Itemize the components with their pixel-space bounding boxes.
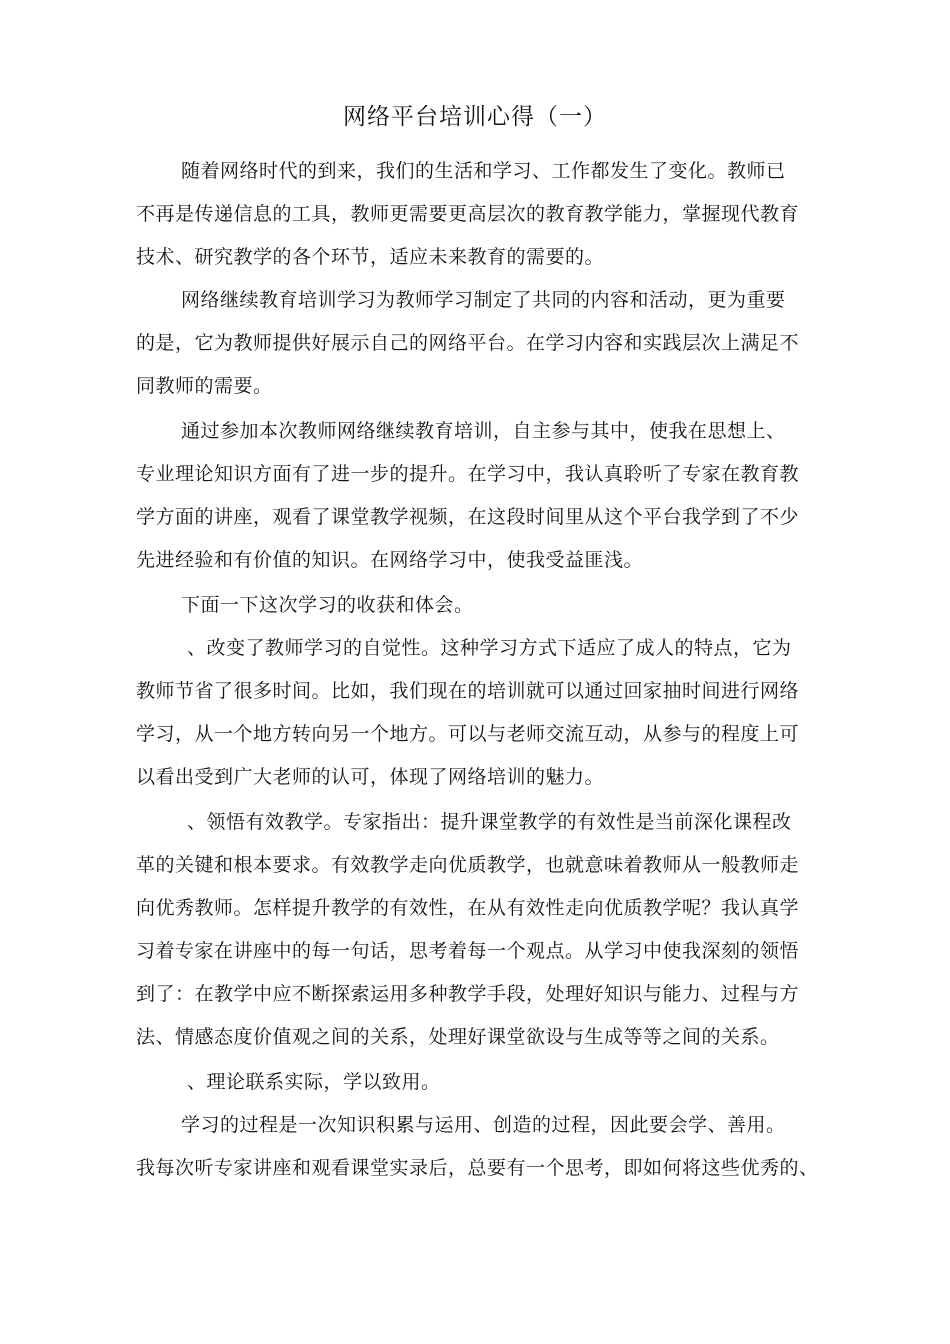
text-line: 教师节省了很多时间。比如，我们现在的培训就可以通过回家抽时间进行网络 — [136, 680, 800, 702]
text-line: 先进经验和有价值的知识。在网络学习中，使我受益匪浅。 — [136, 549, 644, 571]
text-line: 、理论联系实际，学以致用。 — [187, 1071, 441, 1093]
text-line: 习着专家在讲座中的每一句话，思考着每一个观点。从学习中使我深刻的领悟 — [136, 940, 800, 962]
text-line: 我每次听专家讲座和观看课堂实录后，总要有一个思考，即如何将这些优秀的、 — [136, 1157, 819, 1179]
document-title: 网络平台培训心得（一） — [343, 104, 607, 130]
text-line: 通过参加本次教师网络继续教育培训，自主参与其中，使我在思想上、 — [181, 420, 786, 442]
text-line: 法、情感态度价值观之间的关系，处理好课堂欲设与生成等等之间的关系。 — [136, 1026, 780, 1048]
text-line: 以看出受到广大老师的认可，体现了网络培训的魅力。 — [136, 766, 605, 788]
text-line: 的是，它为教师提供好展示自己的网络平台。在学习内容和实践层次上满足不 — [136, 332, 800, 354]
text-line: 下面一下这次学习的收获和体会。 — [181, 594, 474, 616]
text-line: 学习的过程是一次知识积累与运用、创造的过程，因此要会学、善用。 — [181, 1114, 786, 1136]
text-line: 网络继续教育培训学习为教师学习制定了共同的内容和活动，更为重要 — [181, 289, 786, 311]
text-line: 、改变了教师学习的自觉性。这种学习方式下适应了成人的特点，它为 — [187, 637, 792, 659]
text-line: 向优秀教师。怎样提升教学的有效性，在从有效性走向优质教学呢？我认真学 — [136, 897, 800, 919]
text-line: 学方面的讲座，观看了课堂教学视频，在这段时间里从这个平台我学到了不少 — [136, 506, 800, 528]
text-line: 随着网络时代的到来，我们的生活和学习、工作都发生了变化。教师已 — [181, 160, 786, 182]
text-line: 、领悟有效教学。专家指出：提升课堂教学的有效性是当前深化课程改 — [187, 811, 792, 833]
text-line: 到了：在教学中应不断探索运用多种教学手段，处理好知识与能力、过程与方 — [136, 983, 800, 1005]
text-line: 专业理论知识方面有了进一步的提升。在学习中，我认真聆听了专家在教育教 — [136, 463, 800, 485]
text-line: 学习，从一个地方转向另一个地方。可以与老师交流互动，从参与的程度上可 — [136, 723, 800, 745]
text-line: 同教师的需要。 — [136, 375, 273, 397]
text-line: 革的关键和根本要求。有效教学走向优质教学，也就意味着教师从一般教师走 — [136, 854, 800, 876]
text-line: 技术、研究教学的各个环节，适应未来教育的需要的。 — [136, 246, 605, 268]
text-line: 不再是传递信息的工具，教师更需要更高层次的教育教学能力，掌握现代教育 — [136, 203, 800, 225]
